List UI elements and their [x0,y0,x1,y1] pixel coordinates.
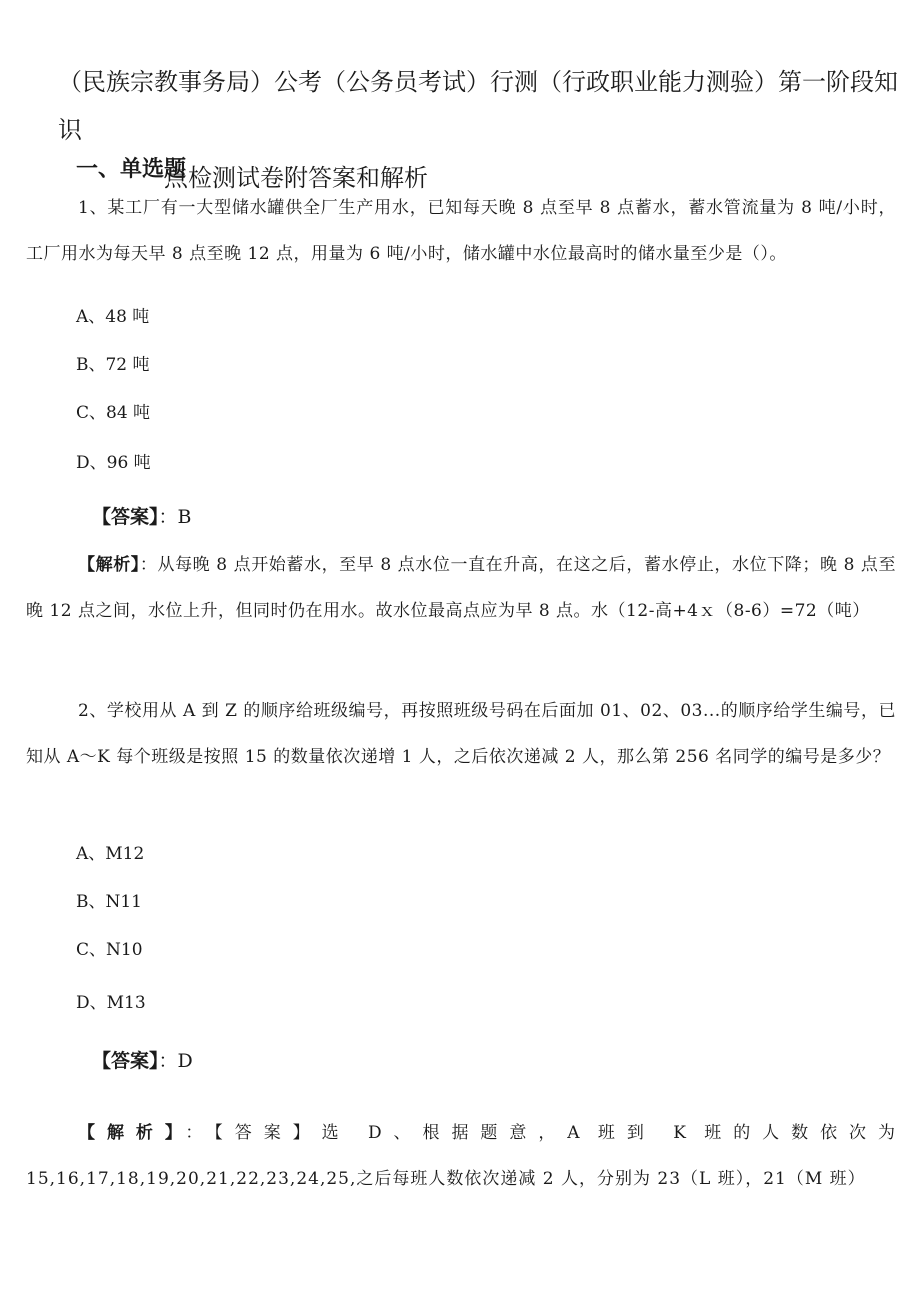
explanation-text: ：从每晚 8 点开始蓄水，至早 8 点水位一直在升高，在这之后，蓄水停止，水位下降；晚 8 点至晚 12 点之间，水位上升，但同时仍在用水。故水位最高点应为早 8 点。水（12-高+4ｘ（8-6）=72（吨） [26,555,896,621]
question-1-option-c: C、84 吨 [76,403,151,423]
question-1-option-b: B、72 吨 [76,355,150,375]
question-2-explanation [26,1110,896,1202]
question-1-answer [92,501,191,533]
title-line-2: 点检测试卷附答案和解析 [164,164,428,192]
question-1-stem: 1、某工厂有一大型储水罐供全厂生产用水，已知每天晚 8 点至早 8 点蓄水，蓄水管流量为 8 吨/小时，工厂用水为每天早 8 点至晚 12 点，用量为 6 吨/小时，储水罐中水位最高时的储水量至少是（）。 [26,198,896,264]
question-2-option-d: D、M13 [76,993,146,1013]
question-2-option-c: C、N10 [76,940,143,960]
answer-value: ：B [158,506,192,528]
question-2-stem: 2、学校用从 A 到 Z 的顺序给班级编号，再按照班级号码在后面加 01、02、03...的顺序给学生编号，已知从 A～K 每个班级是按照 15 的数量依次递增 1 人，之后依次递减 2 人，那么第 256 名同学的编号是多少？ [26,701,896,767]
question-1-option-d: D、96 吨 [76,453,151,473]
explanation-label: 【解析】 [78,555,140,575]
answer-label: 【答案】 [92,1050,159,1072]
question-2-option-a: A、M12 [76,844,145,864]
answer-value: ：D [158,1050,193,1072]
question-1-option-a: A、48 吨 [76,307,150,327]
question-2-answer [92,1045,193,1077]
section-heading: 一、单选题 [76,157,187,182]
question-2-option-b: B、N11 [76,892,142,912]
question-1-explanation [26,542,896,634]
explanation-text: ：【答案】选 D、根据题意，A 班到 K 班的人数依次为 15,16,17,18,19,20,21,22,23,24,25,之后每班人数依次递减 2 人，分别为 23（L 班），21（M 班） [26,1123,897,1189]
title-line-1: （民族宗教事务局）公考（公务员考试）行测（行政职业能力测验）第一阶段知识 [58,68,898,144]
explanation-label: 【解析】 [78,1123,186,1143]
answer-label: 【答案】 [92,506,159,528]
